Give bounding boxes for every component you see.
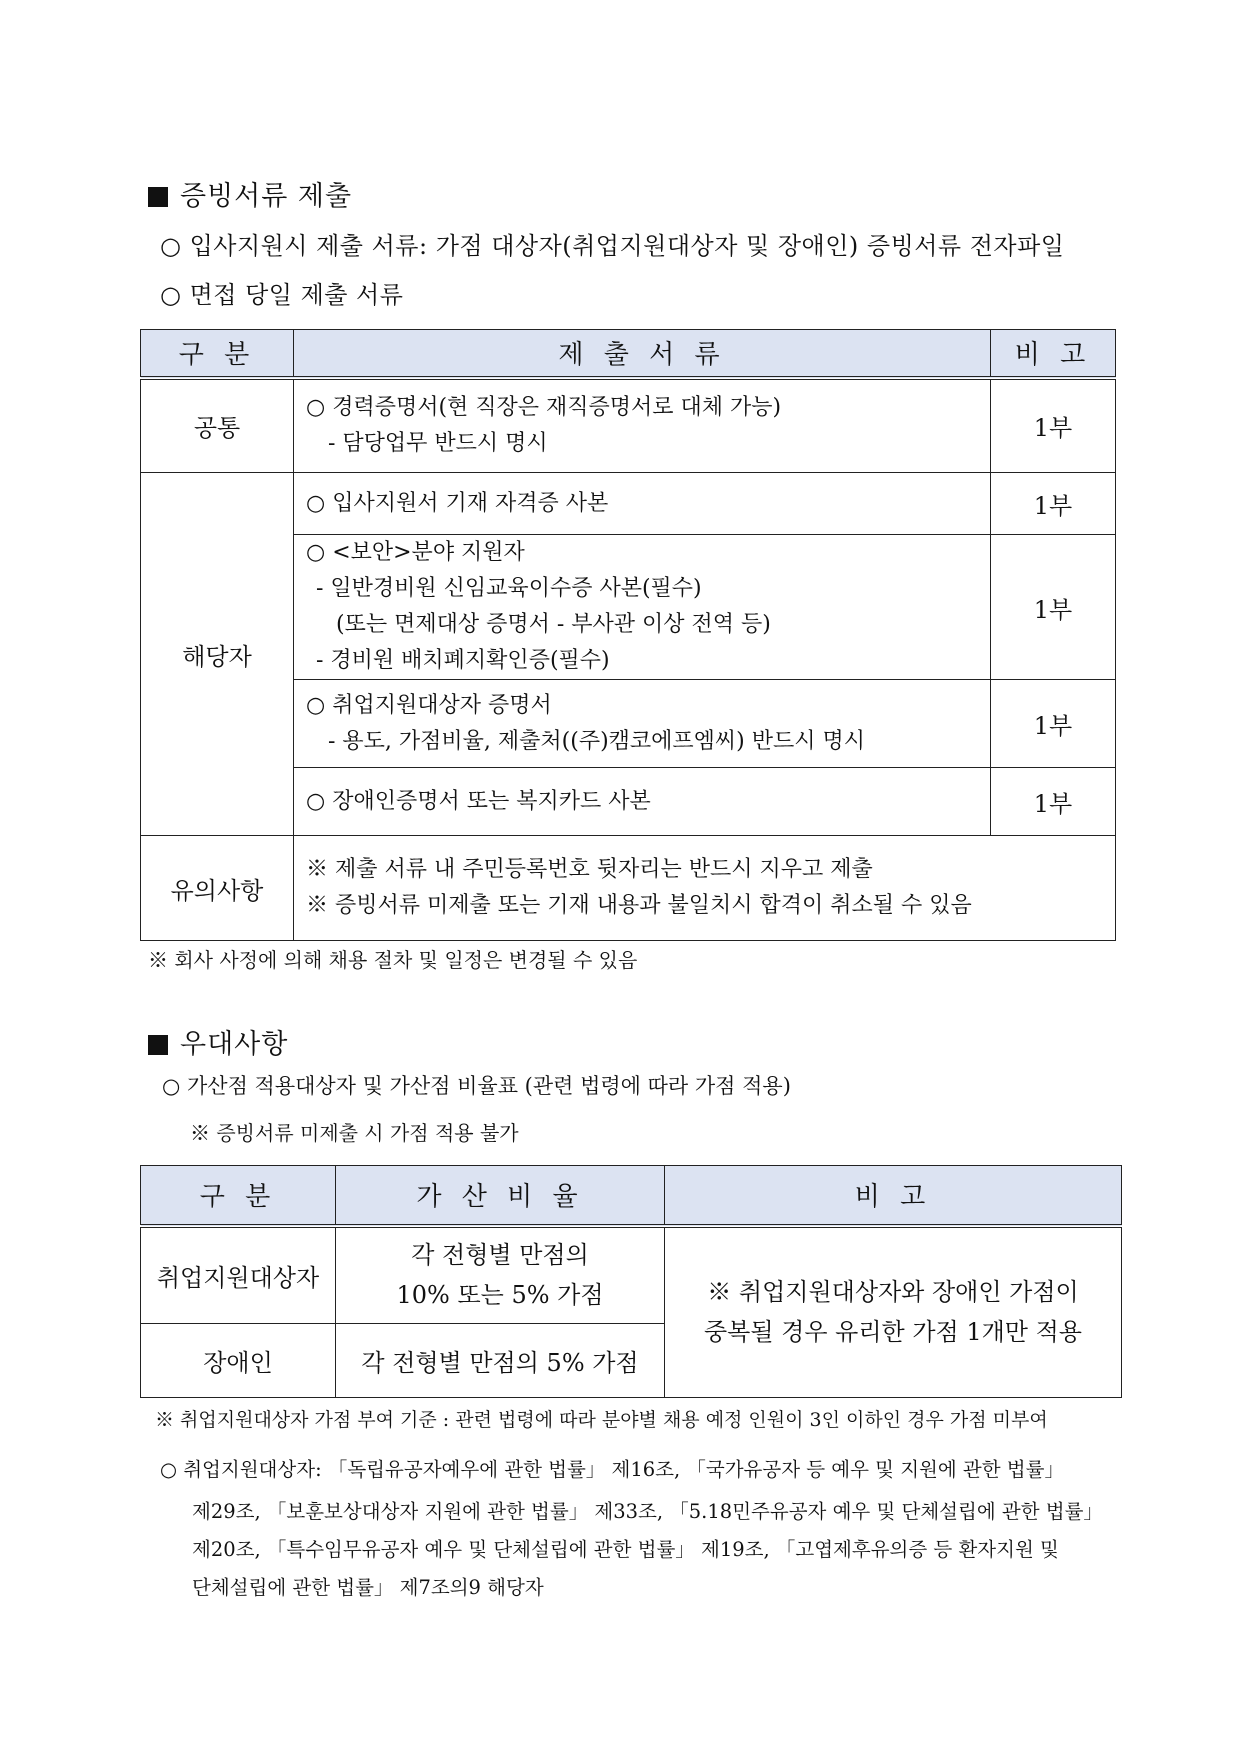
security-applicant-docs: ○ <보안>분야 지원자 - 일반경비원 신임교육이수증 사본(필수) (또는 면제대상 증명서 - 부사관 이상 전역 등) - 경비원 배치폐지확인증(필수) — [294, 535, 991, 680]
law-line-2: 제29조, 「보훈보상대상자 지원에 관한 법률」 제33조, 「5.18민주유공자 예우 및 단체설립에 관한 법률」 — [192, 1500, 1103, 1523]
section-heading-documents: 증빙서류 제출 — [148, 174, 352, 213]
law-line-3: 제20조, 「특수임무유공자 예우 및 단체설립에 관한 법률」 제19조, 「고엽제후유의증 등 환자지원 및 — [192, 1538, 1059, 1561]
section-heading-preferences: 우대사항 — [148, 1022, 288, 1061]
common-note: 1부 — [991, 378, 1116, 473]
schedule-footnote: ※ 회사 사정에 의해 채용 절차 및 일정은 변경될 수 있음 — [148, 948, 638, 972]
bonus-header-category: 구 분 — [141, 1166, 336, 1226]
security-applicant-note: 1부 — [991, 535, 1116, 680]
bonus-header-rate: 가 산 비 율 — [336, 1166, 665, 1226]
caution-text: ※ 제출 서류 내 주민등록번호 뒷자리는 반드시 지우고 제출 ※ 증빙서류 미제출 또는 기재 내용과 불일치시 합격이 취소될 수 있음 — [294, 836, 1116, 941]
disability-note: 1부 — [991, 768, 1116, 836]
disability-docs: ○ 장애인증명서 또는 복지카드 사본 — [294, 768, 991, 836]
bonus-row-employment-support: 취업지원대상자 — [141, 1226, 336, 1324]
employment-support-rate: 각 전형별 만점의 10% 또는 5% 가점 — [336, 1226, 665, 1324]
bonus-description: ○ 가산점 적용대상자 및 가산점 비율표 (관련 법령에 따라 가점 적용) — [162, 1074, 791, 1098]
bonus-table — [140, 1165, 1122, 1398]
law-line-4: 단체설립에 관한 법률」 제7조의9 해당자 — [192, 1576, 544, 1599]
bonus-row-disability: 장애인 — [141, 1324, 336, 1398]
bonus-header-note: 비 고 — [665, 1166, 1122, 1226]
submission-line-2: ○ 면접 당일 제출 서류 — [160, 281, 404, 309]
disability-rate: 각 전형별 만점의 5% 가점 — [336, 1324, 665, 1398]
bonus-caution: ※ 증빙서류 미제출 시 가점 적용 불가 — [190, 1121, 519, 1145]
law-line-1: ○ 취업지원대상자: 「독립유공자예우에 관한 법률」 제16조, 「국가유공자 등 예우 및 지원에 관한 법률」 — [160, 1458, 1064, 1481]
documents-table — [140, 329, 1116, 941]
square-bullet-icon — [148, 1035, 168, 1055]
license-copy: ○ 입사지원서 기재 자격증 사본 — [294, 473, 991, 535]
bonus-criteria-footnote: ※ 취업지원대상자 가점 부여 기준 : 관련 법령에 따라 분야별 채용 예정 인원이 3인 이하인 경우 가점 미부여 — [155, 1409, 1048, 1431]
submission-line-1: ○ 입사지원시 제출 서류: 가점 대상자(취업지원대상자 및 장애인) 증빙서류 전자파일 — [160, 232, 1065, 260]
common-documents: ○ 경력증명서(현 직장은 재직증명서로 대체 가능) - 담당업무 반드시 명시 — [294, 378, 991, 473]
header-note: 비 고 — [991, 330, 1116, 378]
employment-support-note: 1부 — [991, 680, 1116, 768]
header-category: 구 분 — [141, 330, 294, 378]
row-label-caution: 유의사항 — [141, 836, 294, 941]
license-copy-note: 1부 — [991, 473, 1116, 535]
square-bullet-icon — [148, 187, 168, 207]
row-label-applicable: 해당자 — [141, 473, 294, 836]
header-documents: 제 출 서 류 — [294, 330, 991, 378]
row-label-common: 공통 — [141, 378, 294, 473]
employment-support-docs: ○ 취업지원대상자 증명서 - 용도, 가점비율, 제출처((주)캠코에프엠씨) 반드시 명시 — [294, 680, 991, 768]
bonus-duplicate-note: ※ 취업지원대상자와 장애인 가점이 중복될 경우 유리한 가점 1개만 적용 — [665, 1226, 1122, 1398]
